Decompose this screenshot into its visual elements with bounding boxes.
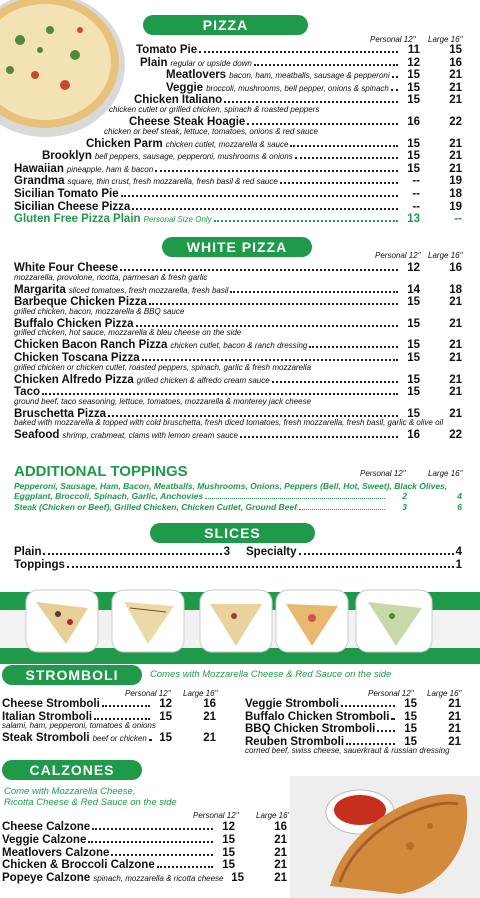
slice-photo-5 [352, 584, 437, 659]
pizza-item-row [14, 163, 462, 176]
white-pizza-item-price-16: 21 [449, 386, 462, 399]
stromboli-item-price-16: 21 [203, 710, 216, 723]
pizza-item-price-16: 21 [449, 94, 462, 107]
white-pizza-section-title: WHITE PIZZA [162, 237, 312, 257]
calzone-item-price-16: 16 [274, 821, 287, 833]
pizza-item-description: chicken cutlet, mozzarella & sauce [165, 139, 289, 149]
pizza-item-row [166, 82, 462, 95]
slice-plain-row [14, 546, 230, 559]
calzone-item-price-12: 15 [231, 872, 245, 885]
calzones-header-16: Large 16" [256, 811, 291, 820]
pizza-item-name: Hawaiian [14, 162, 64, 175]
pizza-size-header-16: Large 16" [428, 35, 463, 44]
pizza-item-name: Tomato Pie [136, 44, 198, 56]
calzone-item-row [2, 821, 287, 834]
white-size-header-16: Large 16" [428, 251, 463, 260]
white-pizza-item-price-12: 14 [407, 283, 420, 296]
slice-toppings-row [14, 559, 462, 572]
pizza-item-description: pineapple, ham & bacon [66, 164, 154, 174]
pizza-item-price-16: 21 [449, 81, 462, 94]
calzone-item-name: Veggie Calzone [2, 833, 87, 846]
calzone-item-name: Cheese Calzone [2, 821, 91, 833]
stromboli-item-price-16: 21 [448, 710, 461, 723]
stromboli-item-name: Steak Stromboli [2, 732, 90, 744]
pizza-item-price-12: -- [412, 188, 420, 200]
white-pizza-item-price-16: 22 [449, 429, 462, 442]
calzone-photo [290, 776, 480, 898]
white-pizza-item-description: grilled chicken & alfredo cream sauce [136, 375, 270, 385]
pizza-item-price-16: 22 [449, 116, 462, 128]
pizza-item-price-12: 15 [407, 162, 420, 175]
calzone-item-description: spinach, mozzarella & ricotta cheese [93, 874, 224, 884]
white-pizza-item-description: shrimp, crabmeat, clams with lemon cream sauce [62, 431, 238, 441]
pizza-item-description: Personal Size Only [143, 215, 212, 225]
white-pizza-item-price-12: 16 [407, 429, 420, 442]
white-pizza-item-description: chicken cutlet, bacon & ranch dressing [170, 341, 308, 351]
calzone-item-price-12: 15 [222, 846, 235, 859]
pizza-item-description: broccoli, mushrooms, bell pepper, onions & spinach [206, 83, 389, 93]
white-pizza-item-name: Taco [14, 386, 40, 399]
slice-photo-1 [22, 584, 102, 659]
toppings-basic-price-16: 4 [457, 491, 462, 501]
calzones-note-line2: Ricotta Cheese & Red Sauce on the side [4, 797, 177, 808]
pizza-item-price-12: 16 [407, 116, 420, 128]
toppings-premium-price-12: 3 [402, 502, 407, 512]
pizza-item-price-16: 21 [449, 137, 462, 150]
calzones-note-line1: Come with Mozzarella Cheese, [4, 786, 136, 797]
white-pizza-item-ingredients: ground beef, taco seasoning, lettuce, tomatoes, mozzarella & monterey jack cheese [14, 396, 312, 406]
pizza-item-row [166, 69, 462, 82]
pizza-item-price-12: -- [412, 175, 420, 188]
stromboli-item-description: beef or chicken [92, 734, 147, 743]
calzone-item-price-16: 21 [274, 833, 287, 846]
calzone-item-price-16: 21 [274, 859, 287, 872]
pizza-item-price-16: 18 [449, 188, 462, 200]
stromboli-item-row [245, 723, 461, 736]
calzone-item-name: Chicken & Broccoli Calzone [2, 859, 155, 872]
white-pizza-item-price-12: 15 [407, 407, 420, 420]
pizza-item-name: Brooklyn [42, 150, 92, 163]
pizza-item-name: Sicilian Tomato Pie [14, 188, 119, 200]
white-pizza-item-ingredients: mozzarella, provolone, ricotta, parmesan & fresh garlic [14, 272, 208, 282]
pizza-item-price-16: 16 [449, 56, 462, 69]
pizza-item-row [14, 213, 462, 226]
stromboli-item-price-16: 16 [203, 698, 216, 710]
pizza-item-name: Chicken Italiano [134, 94, 223, 107]
stromboli-item-price-16: 21 [448, 698, 461, 710]
stromboli-item-price-12: 12 [159, 698, 172, 710]
pizza-item-name: Chicken Parm [86, 137, 163, 150]
stromboli-left-header-12: Personal 12" [125, 689, 171, 698]
pizza-item-description: bacon, ham, meatballs, sausage & pepperoni [229, 71, 390, 81]
pizza-item-price-16: 21 [449, 69, 462, 82]
stromboli-item-price-16: 21 [448, 723, 461, 735]
pizza-item-price-12: 15 [407, 81, 420, 94]
stromboli-item-price-12: 15 [404, 735, 417, 748]
white-pizza-item-price-16: 21 [449, 373, 462, 386]
slices-section-title: SLICES [150, 523, 315, 543]
pizza-item-description: bell peppers, sausage, pepperoni, mushrooms & onions [94, 152, 293, 162]
stromboli-item-price-12: 15 [159, 732, 172, 744]
white-pizza-item-price-16: 16 [449, 262, 462, 274]
stromboli-item-name: BBQ Chicken Stromboli [245, 723, 376, 735]
slice-specialty-label: Specialty [246, 546, 297, 558]
white-pizza-item-row [14, 429, 462, 442]
pizza-item-row [136, 44, 462, 57]
white-pizza-item-price-16: 21 [449, 296, 462, 309]
toppings-basic-price-12: 2 [402, 491, 407, 501]
white-pizza-item-name: Chicken Alfredo Pizza [14, 373, 134, 386]
stromboli-item-name: Buffalo Chicken Stromboli [245, 710, 390, 723]
white-pizza-item-name: Chicken Toscana Pizza [14, 352, 140, 364]
white-pizza-item-name: White Four Cheese [14, 262, 119, 274]
stromboli-item-row [2, 698, 216, 711]
pizza-item-price-16: -- [454, 213, 462, 226]
pizza-item-price-16: 21 [449, 150, 462, 163]
toppings-premium-price-16: 6 [457, 502, 462, 512]
slice-photo-strip [0, 592, 480, 664]
pizza-item-price-12: 15 [407, 137, 420, 150]
white-pizza-item-price-12: 15 [407, 296, 420, 309]
stromboli-item-price-12: 15 [404, 723, 417, 735]
slice-plain-price: 3 [223, 546, 230, 558]
pizza-item-name: Cheese Steak Hoagie [129, 116, 246, 128]
pizza-size-header-12: Personal 12" [370, 35, 416, 44]
white-pizza-item-price-16: 21 [449, 339, 462, 352]
stromboli-item-row [245, 711, 461, 724]
calzone-item-row [2, 872, 287, 885]
stromboli-item-price-12: 15 [404, 698, 417, 710]
stromboli-item-ingredients: corned beef, swiss cheese, sauerkraut & russian dressing [245, 746, 450, 755]
white-pizza-item-row [14, 284, 462, 297]
toppings-size-header-16: Large 16" [428, 469, 463, 478]
calzone-item-name: Meatlovers Calzone [2, 846, 110, 859]
stromboli-note: Comes with Mozzarella Cheese & Red Sauce on the side [150, 669, 392, 680]
stromboli-item-ingredients: salami, ham, pepperoni, tomatoes & onions [2, 721, 156, 730]
white-pizza-item-price-12: 15 [407, 373, 420, 386]
white-pizza-item-name: Margarita [14, 283, 66, 296]
stromboli-item-name: Italian Stromboli [2, 710, 93, 723]
toppings-list-line3: Steak (Chicken or Beef), Grilled Chicken, Chicken Cutlet, Ground Beef [14, 502, 297, 512]
slice-toppings-label: Toppings [14, 559, 65, 571]
slice-specialty-price: 4 [455, 546, 462, 558]
calzone-item-name: Popeye Calzone [2, 872, 91, 885]
pizza-item-price-12: 15 [407, 69, 420, 82]
stromboli-right-header-16: Large 16" [427, 689, 462, 698]
pizza-item-price-16: 19 [449, 175, 462, 188]
white-pizza-item-ingredients: grilled chicken, bacon, mozzarella & BBQ sauce [14, 306, 185, 316]
stromboli-item-row [245, 698, 461, 711]
slice-toppings-price: 1 [455, 559, 462, 571]
pizza-item-price-16: 21 [449, 162, 462, 175]
calzone-item-price-12: 12 [222, 821, 235, 833]
slice-photo-2 [108, 584, 188, 659]
white-pizza-item-ingredients: grilled chicken or chicken cutlet, roasted peppers, spinach, garlic & fresh mozzarella [14, 362, 312, 372]
toppings-list-line1: Pepperoni, Sausage, Ham, Bacon, Meatballs, Mushrooms, Onions, Peppers (Bell, Hot, Sweet), Black Olives, [14, 481, 448, 491]
stromboli-item-row [2, 732, 216, 745]
pizza-item-price-12: 13 [407, 213, 420, 226]
white-pizza-item-price-12: 15 [407, 386, 420, 399]
stromboli-item-price-12: 15 [159, 710, 172, 723]
toppings-row-premium [14, 501, 462, 514]
white-pizza-item-price-16: 18 [449, 283, 462, 296]
pizza-item-price-16: 19 [449, 200, 462, 213]
pizza-item-description: regular or upside down [170, 58, 252, 68]
pizza-item-name: Plain [140, 56, 168, 69]
toppings-list-line2: Eggplant, Broccoli, Spinach, Garlic, Anchovies [14, 491, 204, 501]
white-pizza-item-name: Chicken Bacon Ranch Pizza [14, 339, 168, 352]
pizza-item-price-12: 15 [407, 150, 420, 163]
stromboli-item-price-16: 21 [203, 732, 216, 744]
calzone-item-row [2, 834, 287, 847]
pizza-item-row [14, 201, 462, 214]
white-pizza-item-name: Buffalo Chicken Pizza [14, 317, 134, 330]
stromboli-item-name: Reuben Stromboli [245, 735, 345, 748]
stromboli-item-price-12: 15 [404, 710, 417, 723]
toppings-title: ADDITIONAL TOPPINGS [14, 463, 188, 480]
stromboli-left-header-16: Large 16" [183, 689, 218, 698]
white-pizza-item-price-12: 12 [407, 262, 420, 274]
pizza-item-row [14, 175, 462, 188]
white-pizza-item-ingredients: grilled chicken, hot sauce, mozzarella & bleu cheese on the side [14, 328, 242, 338]
slice-plain-label: Plain [14, 546, 42, 558]
white-pizza-item-name: Seafood [14, 429, 60, 442]
toppings-size-header-12: Personal 12" [360, 469, 406, 478]
calzones-header-12: Personal 12" [193, 811, 239, 820]
slice-photo-4 [272, 584, 352, 659]
calzone-item-price-16: 21 [274, 846, 287, 859]
pizza-item-price-12: 15 [407, 94, 420, 107]
stromboli-item-price-16: 21 [448, 735, 461, 748]
pizza-item-name: Meatlovers [166, 69, 227, 82]
white-pizza-item-price-16: 21 [449, 407, 462, 420]
pizza-item-row [14, 188, 462, 201]
stromboli-right-header-12: Personal 12" [368, 689, 414, 698]
calzones-section-title: CALZONES [2, 760, 142, 780]
stromboli-item-name: Veggie Stromboli [245, 698, 339, 710]
white-pizza-item-ingredients: baked with mozzarella & topped with cold bruschetta, fresh diced tomatoes, fresh mozzarella, fresh basil, garlic & olive oil [14, 418, 444, 428]
white-pizza-item-row [14, 339, 462, 352]
calzone-item-row [2, 859, 287, 872]
pizza-item-row [86, 138, 462, 151]
pizza-item-price-16: 15 [449, 44, 462, 56]
pizza-item-price-12: 12 [407, 56, 420, 69]
white-pizza-item-description: sliced tomatoes, fresh mozzarella, fresh basil [68, 285, 229, 295]
slice-specialty-row [246, 546, 462, 559]
white-pizza-item-price-12: 15 [407, 339, 420, 352]
pizza-photo [0, 0, 130, 140]
calzone-item-row [2, 847, 287, 860]
pizza-item-row [140, 57, 462, 70]
white-pizza-item-price-12: 15 [407, 317, 420, 330]
white-pizza-item-name: Bruschetta Pizza [14, 407, 107, 420]
calzone-item-price-12: 15 [222, 833, 235, 846]
stromboli-section-title: STROMBOLI [2, 665, 142, 685]
pizza-item-name: Veggie [166, 81, 204, 94]
white-pizza-item-name: Barbeque Chicken Pizza [14, 296, 147, 309]
white-pizza-item-row [14, 374, 462, 387]
pizza-item-description: square, thin crust, fresh mozzarella, fresh basil & red sauce [67, 177, 278, 187]
pizza-item-ingredients: chicken or beef steak, lettuce, tomatoes, onions & red sauce [104, 126, 318, 136]
pizza-item-name: Grandma [14, 175, 65, 188]
pizza-section-title: PIZZA [143, 15, 308, 35]
white-pizza-item-price-16: 21 [449, 317, 462, 330]
pizza-item-price-12: -- [412, 200, 420, 213]
white-size-header-12: Personal 12" [375, 251, 421, 260]
white-pizza-item-price-16: 21 [449, 352, 462, 364]
calzone-item-price-12: 15 [222, 859, 235, 872]
stromboli-item-name: Cheese Stromboli [2, 698, 100, 710]
pizza-item-ingredients: chicken cutlet or grilled chicken, spinach & roasted peppers [109, 105, 320, 114]
pizza-item-name: Gluten Free Pizza Plain [14, 213, 141, 226]
pizza-item-name: Sicilian Cheese Pizza [14, 200, 131, 213]
slice-photo-3 [196, 584, 276, 659]
white-pizza-item-price-12: 15 [407, 352, 420, 364]
calzone-item-price-16: 21 [274, 872, 287, 885]
pizza-item-row [42, 150, 462, 163]
pizza-item-price-12: 11 [407, 44, 420, 56]
